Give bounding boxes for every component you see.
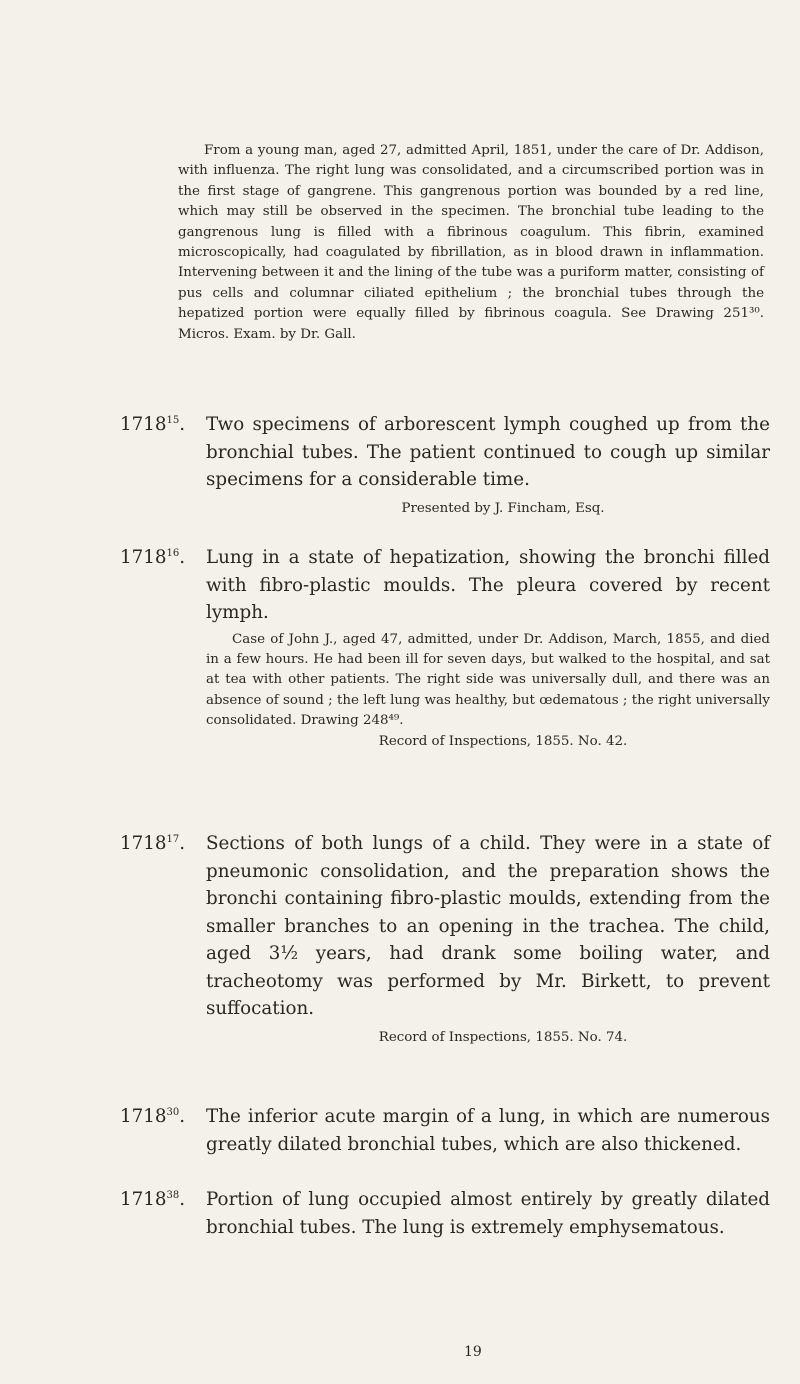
entry-description: The inferior acute margin of a lung, in which are numerous greatly dilated bronchial tubes, which are also thickened. xyxy=(206,1106,770,1155)
catalogue-entry xyxy=(120,1186,770,1241)
entry-number: 1718$^{38}$. xyxy=(120,1189,186,1210)
entry-number: 1718$^{16}$. xyxy=(120,547,186,568)
entry-number: 1718$^{17}$. xyxy=(120,833,186,854)
entry-description: Lung in a state of hepatization, showing the bronchi filled with fibro-plastic moulds. The pleura covered by recent lymph. xyxy=(206,547,770,623)
page-number: 19 xyxy=(464,1344,482,1360)
entry-note: Presented by J. Fincham, Esq. xyxy=(401,500,605,516)
catalogue-entry xyxy=(120,411,770,519)
catalogue-entry xyxy=(120,1103,770,1158)
entry-number: 1718$^{15}$. xyxy=(120,414,186,435)
catalogue-entry xyxy=(120,830,770,1048)
entry-description: Portion of lung occupied almost entirely by greatly dilated bronchial tubes. The lung is extremely emphysematous. xyxy=(206,1189,770,1238)
intro-paragraph: From a young man, aged 27, admitted April, 1851, under the care of Dr. Addison, with influenza. The right lung was consolidated, and a circumscribed portion was in the first stage of gangrene. This gangrenous portion was bounded by a red line, which may still be observed in the specimen. The bronchial tube leading to the gangrenous lung is filled with a fibrinous coagulum. This fibrin, examined microscopically, had coagulated by fibrillation, as in blood drawn in inflammation. Intervening between it and the lining of the tube was a puriform matter, consisting of pus cells and columnar ciliated epithelium ; the bronchial tubes through the hepatized portion were equally filled by fibrinous coagula. See Drawing 251³⁰. Micros. Exam. by Dr. Gall. xyxy=(178,143,764,342)
entry-description: Two specimens of arborescent lymph coughed up from the bronchial tubes. The patient continued to cough up similar specimens for a considerable time. xyxy=(206,414,770,490)
entry-note: Case of John J., aged 47, admitted, under Dr. Addison, March, 1855, and died in a few hours. He had been ill for seven days, but walked to the hospital, and sat at tea with other patients. The right side was universally dull, and there was an absence of sound ; the left lung was healthy, but œdematous ; the right universally consolidated. Drawing 248⁴⁹. xyxy=(206,631,770,729)
entry-record: Record of Inspections, 1855. No. 42. xyxy=(378,733,628,749)
catalogue-entry xyxy=(120,544,770,752)
entry-record: Record of Inspections, 1855. No. 74. xyxy=(378,1029,628,1045)
entry-number: 1718$^{30}$. xyxy=(120,1106,186,1127)
entry-description: Sections of both lungs of a child. They were in a state of pneumonic consolidation, and the preparation shows the bronchi containing fibro-plastic moulds, extending from the smaller branches to an opening in the trachea. The child, aged 3½ years, had drank some boiling water, and tracheotomy was performed by Mr. Birkett, to prevent suffocation. xyxy=(206,833,770,1019)
